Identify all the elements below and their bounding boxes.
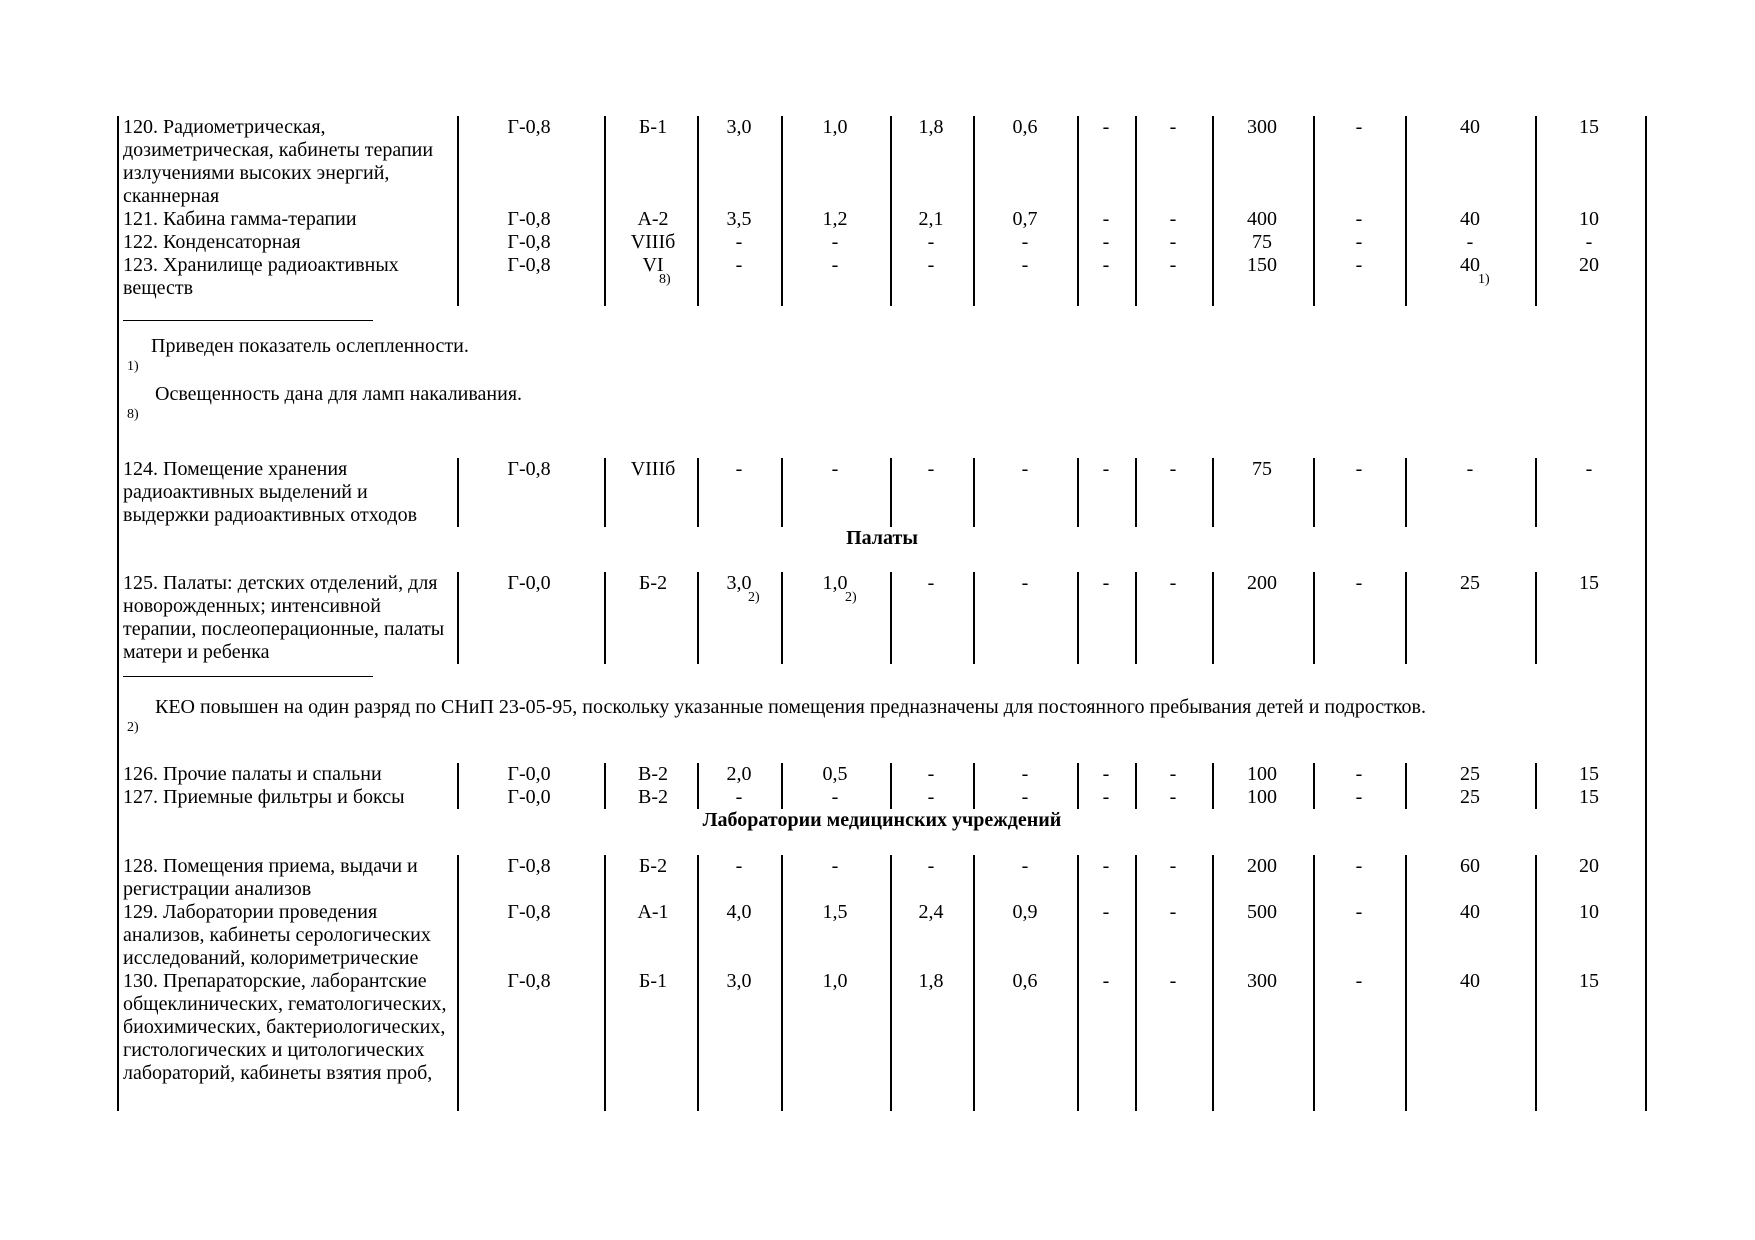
table-cell: 1,0 <box>822 970 848 992</box>
table-cell: - <box>1355 116 1363 138</box>
table-cell: 1,8 <box>918 116 944 138</box>
room-name: 125. Палаты: детских отделений, для новорожденных; интенсивной терапии, послеоперационные, палаты матери и ребенка <box>123 572 445 663</box>
table-cell: - <box>927 572 935 594</box>
table-cell: 1,8 <box>918 970 944 992</box>
footnote-marker: 1) <box>127 359 139 374</box>
table-cell: 40 <box>1460 970 1480 992</box>
table-cell: 3,0 <box>726 116 752 138</box>
table-cell: - <box>927 763 935 785</box>
table-cell: 1,0 <box>822 572 848 594</box>
table-cell: 3,5 <box>726 208 752 230</box>
table-cell: - <box>1102 901 1110 923</box>
table-cell: 100 <box>1247 786 1277 808</box>
footnote-reference: 8) <box>659 272 671 287</box>
table-cell: - <box>1355 763 1363 785</box>
table-cell: - <box>1169 231 1177 253</box>
table-cell: - <box>1169 901 1177 923</box>
table-cell: - <box>1169 116 1177 138</box>
table-cell: 25 <box>1460 572 1480 594</box>
table-cell: - <box>1355 231 1363 253</box>
table-cell: - <box>1021 231 1029 253</box>
table-cell: - <box>1169 254 1177 276</box>
table-cell: 200 <box>1247 855 1277 877</box>
table-cell: - <box>1355 208 1363 230</box>
table-cell: 15 <box>1579 970 1599 992</box>
table-cell: - <box>831 254 839 276</box>
table-cell: - <box>1102 855 1110 877</box>
table-cell: - <box>1021 458 1029 480</box>
footnote-marker: 2) <box>127 720 139 735</box>
table-cell: 3,0 <box>726 970 752 992</box>
table-cell: 100 <box>1247 763 1277 785</box>
table-cell: 1,5 <box>822 901 848 923</box>
table-cell: Г-0,8 <box>507 970 551 992</box>
table-cell: Б-2 <box>638 855 668 877</box>
table-cell: - <box>927 458 935 480</box>
room-name: 122. Конденсаторная <box>123 231 301 253</box>
table-cell: 2,0 <box>726 763 752 785</box>
footnote-separator <box>123 676 373 677</box>
table-cell: А-1 <box>637 901 669 923</box>
room-name: 129. Лаборатории проведения анализов, кабинеты серологических исследований, колориметрические <box>123 901 431 969</box>
footnote-separator <box>123 320 373 321</box>
room-name: 130. Препараторские, лаборантские общеклинических, гематологических, биохимических, бактериологических, гистологических и цитологических лабораторий, кабинеты взятия проб, <box>123 970 447 1084</box>
table-cell: - <box>1102 763 1110 785</box>
table-cell: - <box>1355 458 1363 480</box>
table-cell: - <box>1355 855 1363 877</box>
table-cell: - <box>1021 572 1029 594</box>
table-cell: 0,6 <box>1012 970 1038 992</box>
table-cell: Г-0,8 <box>507 208 551 230</box>
table-cell: - <box>735 231 743 253</box>
table-cell: VI <box>642 254 664 276</box>
room-name: 124. Помещение хранения радиоактивных выделений и выдержки радиоактивных отходов <box>123 458 418 526</box>
table-cell: - <box>1169 970 1177 992</box>
column-divider <box>457 116 459 306</box>
table-cell: - <box>1102 254 1110 276</box>
table-cell: - <box>1355 901 1363 923</box>
table-cell: 10 <box>1579 901 1599 923</box>
footnote-reference: 2) <box>748 590 760 605</box>
table-cell: - <box>1102 208 1110 230</box>
table-cell: В-2 <box>638 763 668 785</box>
table-cell: - <box>1585 458 1593 480</box>
table-cell: Г-0,0 <box>507 572 551 594</box>
table-cell: 40 <box>1460 901 1480 923</box>
table-cell: 15 <box>1579 763 1599 785</box>
table-cell: 0,6 <box>1012 116 1038 138</box>
table-cell: 75 <box>1252 458 1272 480</box>
table-cell: 0,7 <box>1012 208 1038 230</box>
column-divider <box>457 572 459 664</box>
table-cell: 25 <box>1460 786 1480 808</box>
room-name: 128. Помещения приема, выдачи и регистрации анализов <box>123 855 418 900</box>
footnote-text: Приведен показатель ослепленности. <box>151 335 469 357</box>
table-cell: - <box>1169 458 1177 480</box>
table-cell: - <box>1102 231 1110 253</box>
table-cell: 60 <box>1460 855 1480 877</box>
footnote-text: КЕО повышен на один разряд по СНиП 23-05-95, поскольку указанные помещения предназначены для постоянного пребывания детей и подростков. <box>155 696 1426 718</box>
table-cell: 150 <box>1247 254 1277 276</box>
table-cell: 2,1 <box>918 208 944 230</box>
table-cell: 300 <box>1247 116 1277 138</box>
table-cell: Б-2 <box>638 572 668 594</box>
table-cell: - <box>1021 855 1029 877</box>
table-cell: - <box>831 855 839 877</box>
table-cell: 200 <box>1247 572 1277 594</box>
table-cell: Г-0,8 <box>507 458 551 480</box>
table-cell: 40 <box>1460 254 1480 276</box>
table-cell: - <box>1355 572 1363 594</box>
column-divider <box>457 458 459 527</box>
table-cell: - <box>1355 970 1363 992</box>
table-cell: Г-0,0 <box>507 763 551 785</box>
table-cell: - <box>1585 231 1593 253</box>
table-cell: 15 <box>1579 786 1599 808</box>
table-cell: Г-0,8 <box>507 901 551 923</box>
table-cell: 75 <box>1252 231 1272 253</box>
table-cell: - <box>1169 572 1177 594</box>
table-cell: 1,0 <box>822 116 848 138</box>
table-cell: - <box>927 254 935 276</box>
table-cell: - <box>831 786 839 808</box>
table-cell: - <box>1102 786 1110 808</box>
table-cell: 40 <box>1460 116 1480 138</box>
table-cell: 20 <box>1579 254 1599 276</box>
table-cell: 20 <box>1579 855 1599 877</box>
table-cell: - <box>1466 458 1474 480</box>
table-cell: - <box>831 231 839 253</box>
table-cell: - <box>1021 763 1029 785</box>
table-cell: - <box>1102 116 1110 138</box>
table-cell: - <box>1169 855 1177 877</box>
table-cell: 15 <box>1579 572 1599 594</box>
table-cell: В-2 <box>638 786 668 808</box>
room-name: 127. Приемные фильтры и боксы <box>123 786 405 808</box>
footnote-reference: 1) <box>1478 272 1490 287</box>
table-cell: Г-0,8 <box>507 231 551 253</box>
footnote-marker: 8) <box>127 407 139 422</box>
table-cell: 25 <box>1460 763 1480 785</box>
column-divider <box>457 855 459 1111</box>
table-cell: 15 <box>1579 116 1599 138</box>
table-cell: - <box>735 855 743 877</box>
table-cell: 500 <box>1247 901 1277 923</box>
room-name: 121. Кабина гамма-терапии <box>123 208 357 230</box>
table-cell: 2,4 <box>918 901 944 923</box>
footnote-reference: 2) <box>845 590 857 605</box>
table-cell: 40 <box>1460 208 1480 230</box>
table-cell: А-2 <box>637 208 669 230</box>
table-cell: 1,2 <box>822 208 848 230</box>
table-cell: - <box>1169 763 1177 785</box>
table-left-border <box>117 116 119 1111</box>
table-cell: - <box>1355 786 1363 808</box>
table-cell: Г-0,0 <box>507 786 551 808</box>
table-cell: - <box>1169 208 1177 230</box>
table-cell: Б-1 <box>638 116 668 138</box>
table-cell: Г-0,8 <box>507 254 551 276</box>
table-cell: Г-0,8 <box>507 116 551 138</box>
room-name: 126. Прочие палаты и спальни <box>123 763 382 785</box>
table-cell: - <box>927 231 935 253</box>
table-cell: 10 <box>1579 208 1599 230</box>
column-divider <box>457 763 459 809</box>
table-cell: - <box>735 786 743 808</box>
table-cell: 3,0 <box>726 572 752 594</box>
table-cell: - <box>1021 254 1029 276</box>
table-cell: - <box>735 458 743 480</box>
table-cell: - <box>735 254 743 276</box>
table-cell: 300 <box>1247 970 1277 992</box>
table-cell: - <box>1021 786 1029 808</box>
table-cell: VIIIб <box>630 458 676 480</box>
table-cell: Г-0,8 <box>507 855 551 877</box>
table-cell: 4,0 <box>726 901 752 923</box>
table-cell: - <box>927 855 935 877</box>
table-cell: - <box>831 458 839 480</box>
table-cell: - <box>1102 970 1110 992</box>
footnote-text: Освещенность дана для ламп накаливания. <box>155 383 523 405</box>
table-cell: - <box>1466 231 1474 253</box>
table-cell: 0,5 <box>822 763 848 785</box>
table-cell: - <box>1102 458 1110 480</box>
table-cell: 0,9 <box>1012 901 1038 923</box>
room-name: 123. Хранилище радиоактивных веществ <box>123 254 399 299</box>
table-cell: 400 <box>1247 208 1277 230</box>
room-name: 120. Радиометрическая, дозиметрическая, кабинеты терапии излучениями высоких энергий, сканнерная <box>123 116 434 207</box>
table-cell: Б-1 <box>638 970 668 992</box>
table-cell: - <box>1169 786 1177 808</box>
document-page <box>117 116 1647 1111</box>
table-cell: - <box>927 786 935 808</box>
section-heading: Палаты <box>846 527 918 549</box>
table-cell: - <box>1355 254 1363 276</box>
section-heading: Лаборатории медицинских учреждений <box>702 809 1062 831</box>
table-cell: - <box>1102 572 1110 594</box>
table-cell: VIIIб <box>630 231 676 253</box>
